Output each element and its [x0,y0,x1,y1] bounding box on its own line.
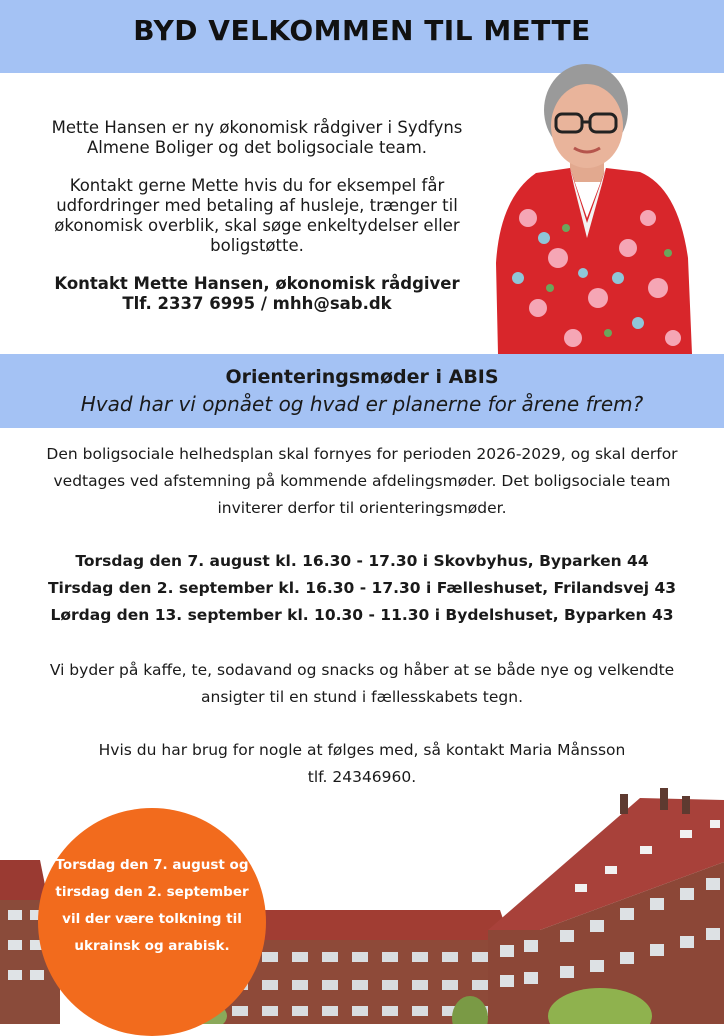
portrait-photo [478,48,704,354]
orientation-body [20,441,704,791]
help-line-2: tlf. 24346960. [307,768,417,786]
meeting-item: Tirsdag den 2. september kl. 16.30 - 17.30 i Fælleshuset, Frilandsvej 43 [47,579,677,597]
help-line-1: Hvis du har brug for nogle at følges med, så kontakt Maria Månsson [98,741,626,759]
meeting-item: Torsdag den 7. august kl. 16.30 - 17.30 i Skovbyhus, Byparken 44 [75,552,649,570]
intro-section [22,118,492,332]
interpretation-badge-text: Torsdag den 7. august og tirsdag den 2. september vil der være tolkning til ukrainsk og arabisk. [55,857,249,954]
orientation-title: Orienteringsmøder i ABIS [225,366,499,388]
contact-line-2: Tlf. 2337 6995 / mhh@sab.dk [122,294,392,313]
page-title: BYD VELKOMMEN TIL METTE [133,14,591,47]
refreshments-text: Vi byder på kaffe, te, sodavand og snacks og håber at se både nye og velkendte ansigter til en stund i fællesskabets tegn. [49,661,675,706]
meeting-item: Lørdag den 13. september kl. 10.30 - 11.30 i Bydelshuset, Byparken 43 [50,606,674,624]
orientation-subtitle: Hvad har vi opnået og hvad er planerne for årene frem? [80,392,644,416]
meeting-list [20,548,704,629]
intro-paragraph-1: Mette Hansen er ny økonomisk rådgiver i Sydfyns Almene Boliger og det boligsociale team. [51,118,463,157]
contact-line-1: Kontakt Mette Hansen, økonomisk rådgiver [54,274,460,293]
orientation-intro: Den boligsociale helhedsplan skal fornyes for perioden 2026-2029, og skal derfor vedtages ved afstemning på kommende afdelingsmøder. Det boligsociale team inviterer derfor til orienteringsmøder. [46,445,678,517]
orientation-banner [0,354,724,428]
intro-paragraph-2: Kontakt gerne Mette hvis du for eksempel får udfordringer med betaling af husleje, trænger til økonomisk overblik, skal søge enkeltydelser eller boligstøtte. [54,176,460,255]
